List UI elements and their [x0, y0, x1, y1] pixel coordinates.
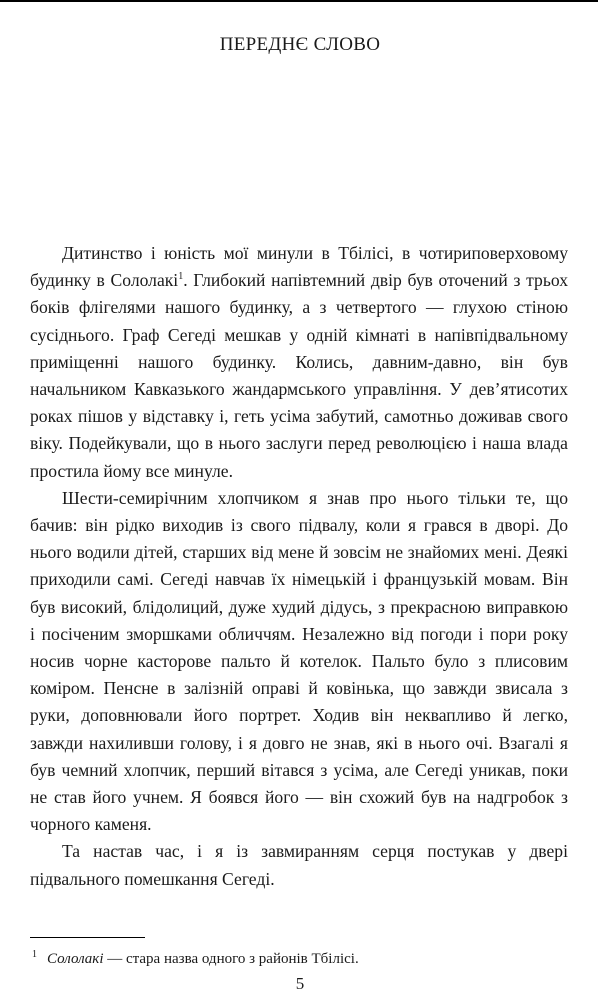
footnote-term: Сололакі [47, 951, 104, 967]
paragraph-1 [30, 240, 568, 485]
paragraph-2: Шести-семирічним хлопчиком я знав про нього тільки те, що бачив: він рідко виходив із свого підвалу, коли я грався в дворі. До нього водили дітей, старших від мене й зовсім не знайомих мені. Деякі приходили самі. Сегеді навчав їх німецькій і французькій мовам. Він був високий, блідолиций, дуже худий дідусь, з прекрасною виправкою і посіченим зморшками обличчям. Незалежно від погоди і пори року носив чорне касторове пальто й котелок. Пальто було з плисовим коміром. Пенсне в залізній оправі й ковінька, що завжди звисала з руки, доповнювали його портрет. Ходив він неквапливо й легко, завжди нахиливши голову, і я довго не знав, які в нього очі. Взагалі я був чемний хлопчик, перший вітався з усіма, але Сегеді уникав, поки не став його учнем. Я боявся його — він схожий був на надгробок з чорного каменя. [30, 487, 568, 835]
footnote [32, 945, 359, 969]
top-rule [0, 0, 598, 2]
footnote-separator [30, 937, 145, 938]
paragraph-3: Та настав час, і я із завмиранням серця постукав у двері підвального помешкання Сегеді. [30, 841, 568, 889]
body-text [30, 240, 568, 893]
paragraph-1-text: Дитинство і юність мої минули в Тбілісі, в чотириповерховому будинку в Сололакі [30, 243, 568, 291]
footnote-reference[interactable]: 1 [178, 271, 184, 283]
footnote-mark: 1 [32, 949, 37, 960]
page-title: ПЕРЕДНЄ СЛОВО [219, 34, 381, 55]
footnote-text: — стара назва одного з районів Тбілісі. [103, 951, 359, 967]
paragraph-1-text-cont: . Глибокий напівтемний двір був оточений з трьох боків флігелями нашого будинку, а з четвертого — глухою стіною сусіднього. Граф Сегеді мешкав у одній кімнаті в напівпідвальному приміщенні нашого будинку. Колись, давним-давно, він був начальником Кавказького жандармського управління. У дев’ятисотих роках пішов у відставку і, геть усіма забутий, самотньо доживав свого віку. Подейкували, що в нього заслуги перед революцією і наша влада простила йому все минуле. [30, 270, 568, 481]
page-number: 5 [295, 974, 305, 993]
